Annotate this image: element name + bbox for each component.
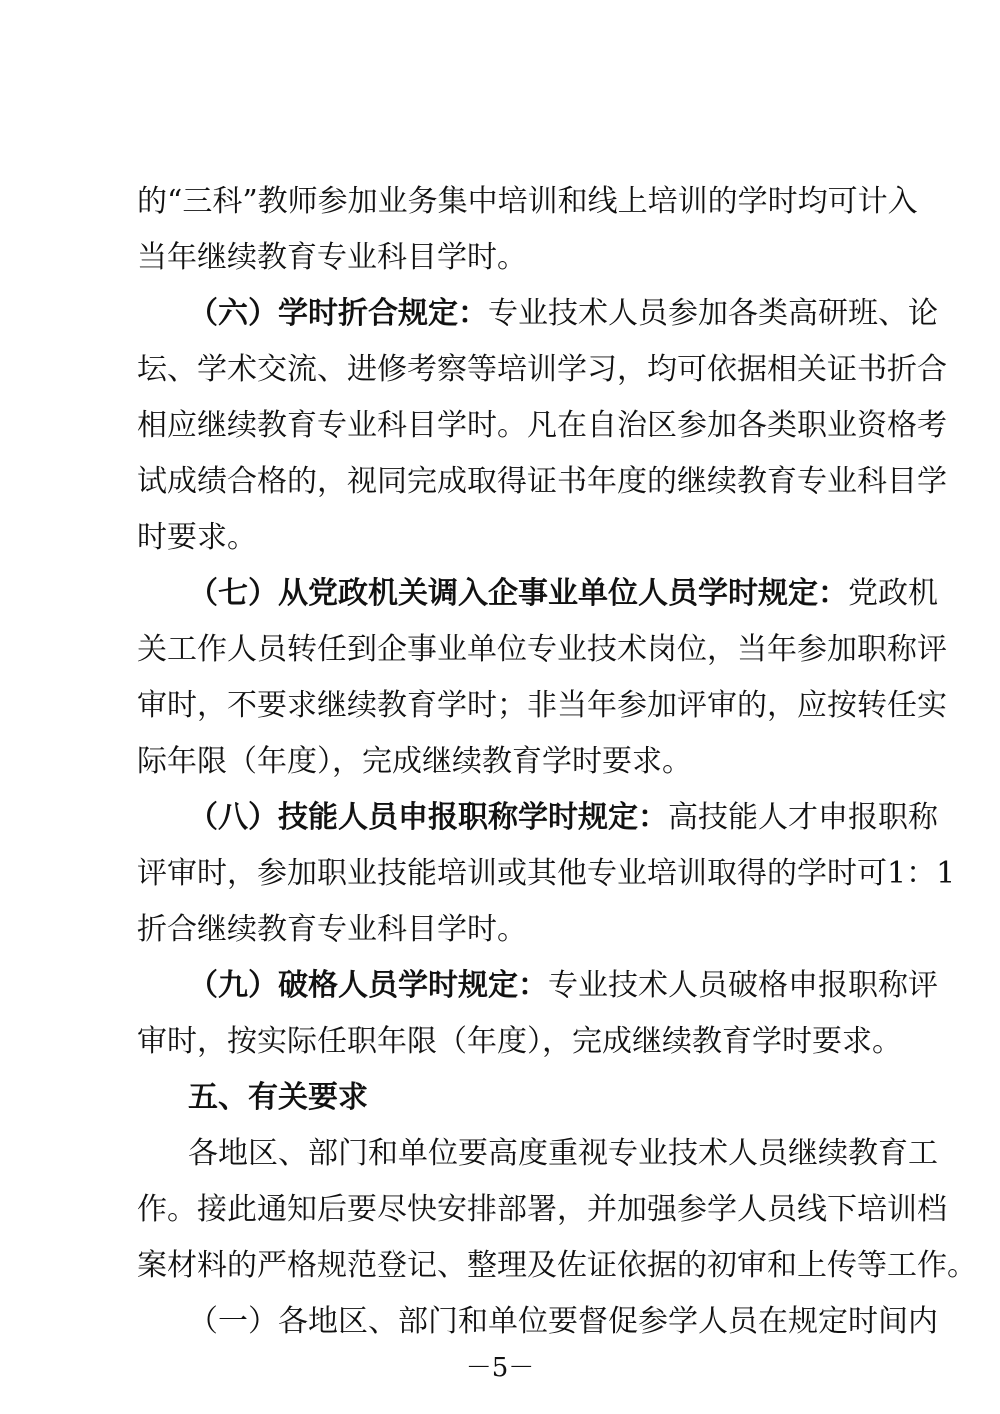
body-text-line: 当年继续教育专业科目学时。 <box>137 240 527 275</box>
body-text-line: 坛、学术交流、进修考察等培训学习，均可依据相关证书折合 <box>137 352 947 387</box>
item-eight <box>188 798 938 838</box>
body-text-line: 审时，不要求继续教育学时；非当年参加评审的，应按转任实 <box>137 688 947 723</box>
item-eight-text: 高技能人才申报职称 <box>668 800 938 835</box>
body-text-line: 的“三科”教师参加业务集中培训和线上培训的学时均可计入 <box>137 184 918 219</box>
body-text-line: 各地区、部门和单位要高度重视专业技术人员继续教育工 <box>188 1136 938 1171</box>
item-seven <box>188 574 938 614</box>
body-text-line: 评审时，参加职业技能培训或其他专业培训取得的学时可1：1 <box>137 856 956 891</box>
body-text-line: 案材料的严格规范登记、整理及佐证依据的初审和上传等工作。 <box>137 1248 977 1283</box>
page-number: －5－ <box>465 1353 535 1383</box>
body-text-line: 作。接此通知后要尽快安排部署，并加强参学人员线下培训档 <box>137 1192 947 1227</box>
item-nine <box>188 966 938 1006</box>
body-text-line: 关工作人员转任到企事业单位专业技术岗位，当年参加职称评 <box>137 632 947 667</box>
body-text-line: 相应继续教育专业科目学时。凡在自治区参加各类职业资格考 <box>137 408 947 443</box>
item-six-heading: （六）学时折合规定： <box>188 296 488 331</box>
body-text-line: 折合继续教育专业科目学时。 <box>137 912 527 947</box>
item-seven-heading: （七）从党政机关调入企事业单位人员学时规定： <box>188 576 848 611</box>
body-text-line: 审时，按实际任职年限（年度），完成继续教育学时要求。 <box>137 1024 902 1059</box>
body-text-line: 时要求。 <box>137 520 257 555</box>
item-eight-heading: （八）技能人员申报职称学时规定： <box>188 800 668 835</box>
item-seven-text: 党政机 <box>848 576 938 611</box>
body-text-line: 试成绩合格的，视同完成取得证书年度的继续教育专业科目学 <box>137 464 947 499</box>
body-text-line: 际年限（年度），完成继续教育学时要求。 <box>137 744 692 779</box>
section-heading: 五、有关要求 <box>188 1080 368 1115</box>
body-text-line: （一）各地区、部门和单位要督促参学人员在规定时间内 <box>188 1304 938 1339</box>
item-nine-text: 专业技术人员破格申报职称评 <box>548 968 938 1003</box>
item-six-text: 专业技术人员参加各类高研班、论 <box>488 296 938 331</box>
item-nine-heading: （九）破格人员学时规定： <box>188 968 548 1003</box>
item-six <box>188 294 938 334</box>
